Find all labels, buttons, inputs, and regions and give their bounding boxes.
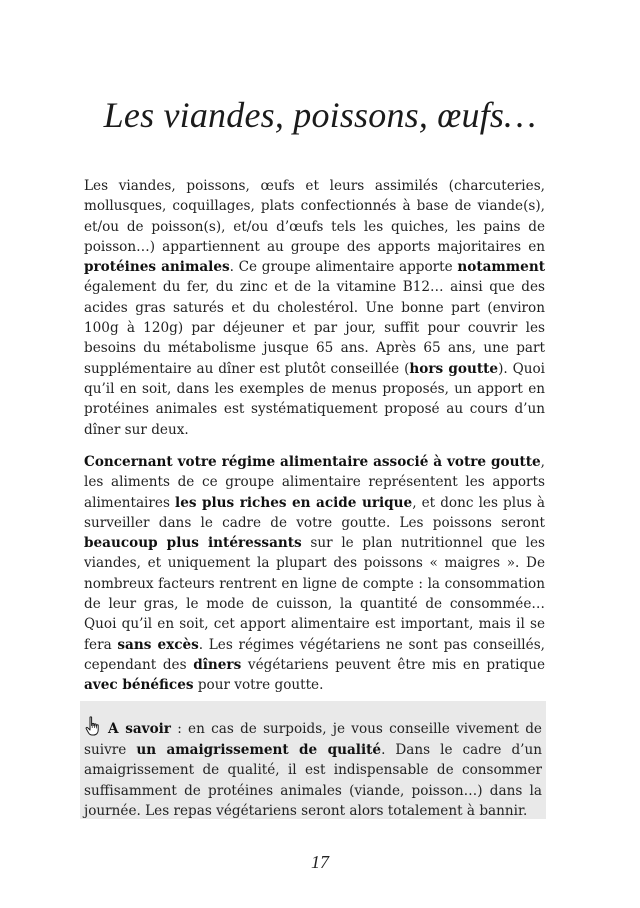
pointing-hand-icon	[84, 716, 102, 736]
page-number: 17	[311, 852, 329, 872]
text-run: . Ce groupe alimentaire apporte	[229, 259, 458, 276]
intro-paragraph	[84, 176, 545, 440]
gout-paragraph	[84, 452, 545, 696]
bold-run: les plus riches en acide urique	[175, 494, 413, 511]
text-run: , les aliments de ce groupe alimentaire représentent les apports alimentaires	[84, 454, 545, 511]
bold-run: protéines animales	[84, 259, 230, 276]
page-title: Les viandes, poissons, œufs…	[103, 95, 537, 135]
text-run: également du fer, du zinc et de la vitamine B12… ainsi que des acides gras saturés et du cholestérol. Une bonne part (environ 100g à 120g) par déjeuner et par jour, suffit pour couvrir les besoins du métabolisme jusque 65 ans. Après 65 ans, une part supplémentaire au dîner est plutôt conseillée (	[84, 279, 545, 377]
bold-run: Concernant votre régime alimentaire associé à votre goutte	[84, 454, 541, 470]
text-run: sur le plan nutritionnel que les viandes, et uniquement la plupart des poissons « maigres ». De nombreux facteurs rentrent en ligne de compte : la consommation de leur gras, le mode de cuisson, la quantité de consommée… Quoi qu’il en soit, cet apport alimentaire est important, mais il se fera	[84, 535, 545, 653]
bold-run: dîners	[193, 656, 242, 673]
text-run: pour votre goutte.	[193, 677, 324, 694]
bold-run: un amaigrissement de qualité	[136, 741, 382, 758]
text-run: ). Quoi qu’il en soit, dans les exemples de menus proposés, un apport en protéines animales est systématiquement proposé au cours d’un dîner sur deux.	[84, 360, 545, 438]
bold-run: beaucoup plus intéressants	[84, 535, 302, 552]
a-savoir-box	[80, 701, 546, 819]
bold-run: sans excès	[117, 636, 199, 653]
text-run: Les viandes, poissons, œufs et leurs assimilés (charcuteries, mollusques, coquillages, plats confectionnés à base de viande(s), et/ou de poisson(s), et/ou d’œufs tels les quiches, les pains de poisson…) appartiennent au groupe des apports majoritaires en	[84, 178, 545, 255]
a-savoir-note	[84, 716, 542, 822]
text-run: . Dans le cadre d’un amaigrissement de qualité, il est indispensable de consommer suffisamment de protéines animales (viande, poisson…) dans la journée. Les repas végétariens seront alors totalement à bannir.	[84, 741, 543, 819]
text-run: : en cas de surpoids, je vous conseille vivement de suivre	[84, 721, 542, 758]
text-run: . Les régimes végétariens ne sont pas conseillés, cependant des	[84, 636, 545, 673]
bold-run: notamment	[457, 259, 545, 276]
bold-run: hors goutte	[409, 360, 499, 377]
text-run: végétariens peuvent être mis en pratique	[241, 656, 545, 673]
text-run: , et donc les plus à surveiller dans le cadre de votre goutte. Les poissons seront	[84, 494, 546, 531]
bold-run: avec bénéfices	[84, 677, 194, 694]
a-savoir-label: A savoir	[108, 721, 171, 737]
